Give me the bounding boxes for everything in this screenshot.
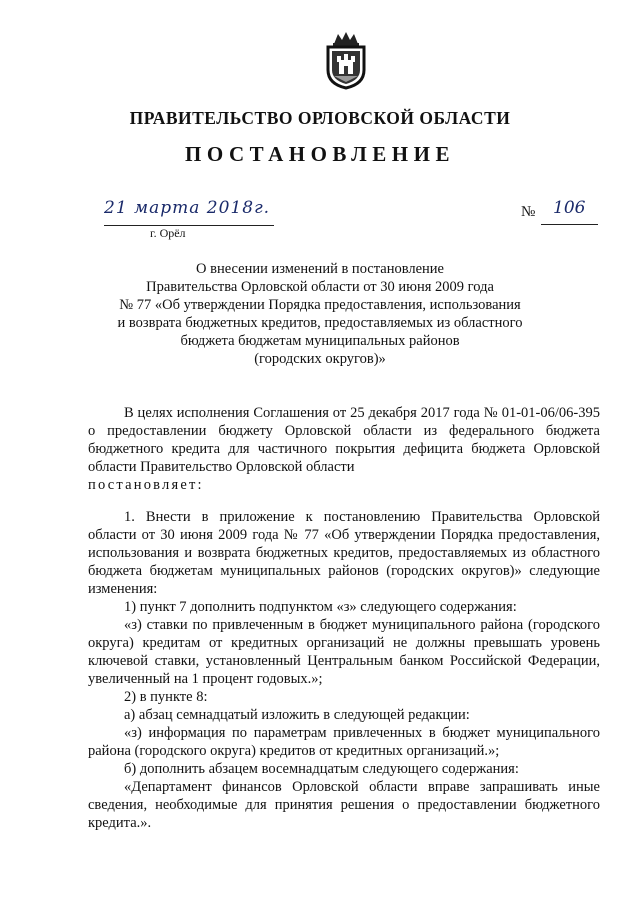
subitem-1-text: «з) ставки по привлеченным в бюджет муниципального района (городского округа) кредитам от кредитных организаций не должны превышать уровень ключевой ставки, установленный Центральным банком Российской Федерации, увеличенный на 1 процент годовых.»; (88, 617, 600, 687)
preamble-paragraph (88, 404, 600, 494)
subitem-2a: а) абзац семнадцатый изложить в следующей редакции: (124, 707, 470, 723)
title-line: (городских округов)» (254, 351, 386, 367)
subitem-2b-text: «Департамент финансов Орловской области вправе запрашивать иные сведения, необходимые для принятия решения о предоставлении бюджетного кредита.». (88, 779, 600, 831)
document-type: ПОСТАНОВЛЕНИЕ (185, 142, 455, 166)
title-line: О внесении изменений в постановление (196, 261, 444, 277)
document-title (100, 260, 540, 368)
title-line: Правительства Орловской области от 30 июня 2009 года (146, 279, 494, 295)
title-line: и возврата бюджетных кредитов, предоставляемых из областного (117, 315, 523, 331)
subitem-2a-text: «з) информация по параметрам привлеченных в бюджет муниципального района (городского округа) кредитов от кредитных организаций.»; (88, 725, 600, 759)
coat-of-arms-emblem (322, 30, 370, 90)
subitem-2b: б) дополнить абзацем восемнадцатым следующего содержания: (124, 761, 519, 777)
number-label: № (521, 204, 536, 220)
title-line: бюджета бюджетам муниципальных районов (180, 333, 460, 349)
item-1-paragraph: 1. Внести в приложение к постановлению Правительства Орловской области от 30 июня 2009 года № 77 «Об утверждении Порядка предоставления, использования и возврата бюджетных кредитов, предоставляемых из областного бюджета бюджетам муниципальных районов (городских округов)» следующие изменения: (88, 509, 600, 597)
government-name: ПРАВИТЕЛЬСТВО ОРЛОВСКОЙ ОБЛАСТИ (129, 108, 511, 128)
preamble-text: В целях исполнения Соглашения от 25 декабря 2017 года № 01-01-06/06-395 о предоставлении бюджету Орловской области из федерального бюджета бюджетного кредита для частичного покрытия дефицита бюджета Орловской области Правительство Орловской области (88, 405, 600, 475)
subitem-2: 2) в пункте 8: (124, 689, 208, 705)
preamble-ending: постановляет: (88, 477, 204, 493)
city-label: г. Орёл (150, 226, 186, 240)
handwritten-number: 106 (553, 198, 586, 218)
title-line: № 77 «Об утверждении Порядка предоставления, использования (119, 297, 521, 313)
subitem-1: 1) пункт 7 дополнить подпунктом «з» следующего содержания: (124, 599, 517, 615)
handwritten-date: 21 марта 2018г. (104, 198, 271, 218)
